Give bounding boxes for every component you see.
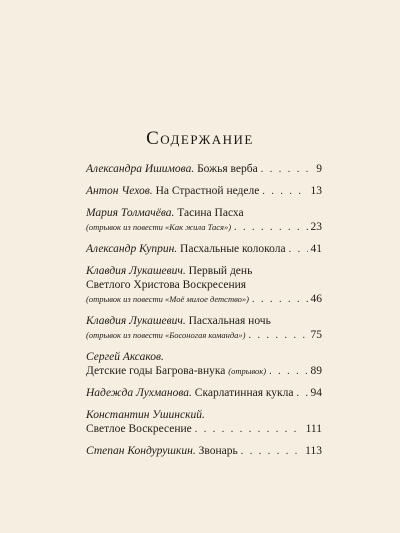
entry-author: Сергей Аксаков. — [86, 351, 164, 363]
entry-page-number: 41 — [310, 243, 322, 255]
entry-title: Пасхальные колокола — [180, 243, 286, 255]
toc-entry[interactable] — [86, 408, 322, 437]
entry-page-number: 9 — [316, 163, 322, 175]
entry-author: Александра Ишимова. — [86, 163, 195, 175]
entry-note: (отрывок из повести «Как жила Тася») — [86, 222, 232, 232]
entry-author: Степан Кондурушкин. — [86, 445, 196, 457]
entry-page-number: 111 — [305, 423, 322, 435]
entry-title: Первый день — [188, 265, 253, 277]
toc-line — [86, 184, 322, 199]
toc-line — [86, 314, 322, 328]
toc-entry[interactable] — [86, 264, 322, 307]
entry-title: Скарлатинная кукла — [194, 387, 294, 399]
leader-dots — [249, 329, 308, 343]
entry-title: Божья верба — [197, 163, 258, 175]
toc-line — [86, 328, 322, 343]
toc-line — [86, 220, 322, 235]
entry-note: (отрывок) — [228, 366, 267, 376]
toc-line — [86, 444, 322, 459]
entry-author: Клавдия Лукашевич. — [86, 315, 186, 327]
leader-dots — [262, 185, 307, 199]
entry-page-number: 13 — [310, 185, 322, 197]
toc-line — [86, 364, 322, 379]
leader-dots — [234, 221, 307, 235]
entry-author: Мария Толмачёва. — [86, 207, 175, 219]
table-of-contents — [86, 162, 322, 466]
leader-dots — [269, 365, 307, 379]
page-title: Содержание — [146, 128, 254, 149]
toc-line — [86, 206, 322, 220]
entry-title: Тасина Пасха — [177, 207, 244, 219]
entry-page-number: 94 — [310, 387, 322, 399]
toc-entry[interactable] — [86, 162, 322, 177]
entry-note: (отрывок из повести «Босоногая команда») — [86, 330, 246, 340]
leader-dots — [241, 445, 302, 459]
entry-author: Александр Куприн. — [86, 243, 178, 255]
toc-entry[interactable] — [86, 350, 322, 379]
entry-title: Звонарь — [198, 445, 238, 457]
toc-entry[interactable] — [86, 184, 322, 199]
entry-author: Клавдия Лукашевич. — [86, 265, 186, 277]
leader-dots — [252, 293, 308, 307]
toc-entry[interactable] — [86, 444, 322, 459]
toc-line — [86, 422, 322, 437]
entry-author: Антон Чехов. — [86, 185, 153, 197]
toc-line — [86, 408, 322, 422]
toc-line — [86, 242, 322, 257]
leader-dots — [195, 423, 303, 437]
leader-dots — [296, 387, 307, 401]
toc-line — [86, 264, 322, 278]
toc-entry[interactable] — [86, 242, 322, 257]
toc-line — [86, 162, 322, 177]
entry-author: Константин Ушинский. — [86, 409, 205, 421]
toc-line — [86, 350, 322, 364]
toc-entry[interactable] — [86, 386, 322, 401]
entry-title: На Страстной неделе — [155, 185, 260, 197]
entry-page-number: 113 — [305, 445, 322, 457]
toc-entry[interactable] — [86, 206, 322, 235]
toc-entry[interactable] — [86, 314, 322, 343]
toc-line — [86, 386, 322, 401]
toc-line — [86, 278, 322, 292]
entry-page-number: 23 — [310, 221, 322, 233]
entry-title: Пасхальная ночь — [188, 315, 271, 327]
entry-title: Светлое Воскресение — [86, 423, 192, 435]
entry-page-number: 89 — [310, 365, 322, 377]
entry-title: Детские годы Багрова-внука — [86, 365, 226, 377]
leader-dots — [261, 163, 309, 177]
entry-page-number: 46 — [310, 293, 322, 305]
toc-line — [86, 292, 322, 307]
entry-title-continued: Светлого Христова Воскресения — [86, 279, 247, 291]
entry-note: (отрывок из повести «Моё милое детство») — [86, 294, 249, 304]
entry-page-number: 75 — [310, 329, 322, 341]
leader-dots — [289, 243, 308, 257]
entry-author: Надежда Лухманова. — [86, 387, 192, 399]
